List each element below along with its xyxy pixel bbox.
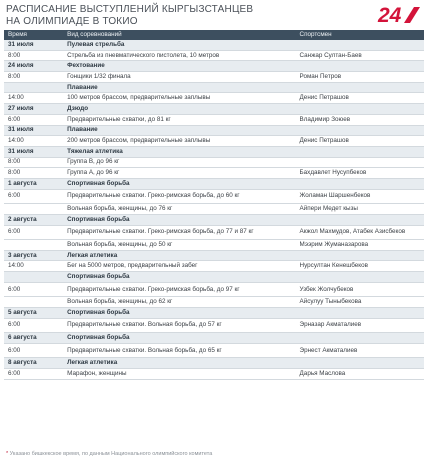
table-section-row — [4, 146, 424, 157]
table-row — [4, 204, 424, 215]
page-title — [6, 4, 326, 28]
table-row — [4, 50, 424, 61]
cell-event: Гонщики 1/32 финала — [63, 72, 295, 83]
cell-athlete: Айпери Медет кызы — [296, 204, 424, 215]
cell-event: Предварительные схватки. Греко-римская борьба, до 97 кг — [63, 282, 295, 297]
cell-event: Марафон, женщины — [63, 369, 295, 380]
table-row — [4, 114, 424, 125]
cell-event: Тяжелая атлетика — [63, 146, 295, 157]
title-line-1: РАСПИСАНИЕ ВЫСТУПЛЕНИЙ КЫРГЫЗСТАНЦЕВ — [6, 4, 254, 15]
cell-athlete: Эрназар Акматалиев — [296, 318, 424, 333]
cell-time: 14:00 — [4, 261, 63, 272]
cell-time: 6:00 — [4, 343, 63, 358]
cell-athlete — [296, 307, 424, 318]
column-header-athlete: Спортсмен — [296, 30, 424, 40]
cell-event: Бег на 5000 метров, предварительный забег — [63, 261, 295, 272]
cell-athlete: Бахдавлет Нусупбеков — [296, 168, 424, 179]
table-section-row — [4, 125, 424, 136]
cell-athlete: Эрнест Акматалиев — [296, 343, 424, 358]
table-section-row — [4, 40, 424, 50]
table-row — [4, 369, 424, 380]
cell-time: 6:00 — [4, 114, 63, 125]
table-row — [4, 240, 424, 251]
cell-time: 14:00 — [4, 93, 63, 104]
table-section-row — [4, 104, 424, 115]
table-section-row — [4, 307, 424, 318]
cell-athlete: Айсулуу Тыныбекова — [296, 297, 424, 308]
cell-athlete: Нурсултан Кенешбеков — [296, 261, 424, 272]
cell-time: 1 августа — [4, 178, 63, 189]
table-section-row — [4, 214, 424, 225]
cell-time: 8:00 — [4, 50, 63, 61]
cell-athlete: Денис Петрашов — [296, 93, 424, 104]
cell-time: 5 августа — [4, 307, 63, 318]
cell-time: 6:00 — [4, 189, 63, 204]
cell-athlete — [296, 61, 424, 72]
cell-athlete: Мээрим Жуманазарова — [296, 240, 424, 251]
cell-time: 8:00 — [4, 157, 63, 168]
cell-time: 8:00 — [4, 72, 63, 83]
cell-event: Спортивная борьба — [63, 272, 295, 283]
cell-event: 200 метров брассом, предварительные заплывы — [63, 136, 295, 147]
cell-event: Спортивная борьба — [63, 178, 295, 189]
cell-time — [4, 240, 63, 251]
cell-time: 24 июля — [4, 61, 63, 72]
table-section-row — [4, 82, 424, 93]
table-row — [4, 93, 424, 104]
cell-athlete — [296, 40, 424, 50]
cell-time: 8 августа — [4, 358, 63, 369]
cell-athlete — [296, 146, 424, 157]
table-row — [4, 318, 424, 333]
cell-time: 2 августа — [4, 214, 63, 225]
footnote-text: Указано бишкекское время, по данным Национального олимпийского комитета — [9, 451, 213, 457]
cell-event: Плавание — [63, 125, 295, 136]
cell-athlete — [296, 272, 424, 283]
column-header-time: Время — [4, 30, 63, 40]
cell-time: 6 августа — [4, 333, 63, 344]
cell-time: 6:00 — [4, 318, 63, 333]
cell-event: Плавание — [63, 82, 295, 93]
schedule-table-body — [4, 40, 424, 379]
footnote-mark: * — [6, 451, 9, 457]
cell-event: Предварительные схватки. Греко-римская борьба, до 77 и 87 кг — [63, 225, 295, 240]
cell-event: Предварительные схватки. Греко-римская борьба, до 60 кг — [63, 189, 295, 204]
cell-athlete — [296, 157, 424, 168]
title-line-2: НА ОЛИМПИАДЕ В ТОКИО — [6, 16, 138, 27]
table-section-row — [4, 250, 424, 261]
cell-time — [4, 204, 63, 215]
table-section-row — [4, 178, 424, 189]
cell-event: Спортивная борьба — [63, 333, 295, 344]
cell-athlete: Дарья Маслова — [296, 369, 424, 380]
table-row — [4, 72, 424, 83]
cell-event: Группа А, до 96 кг — [63, 168, 295, 179]
footnote — [6, 451, 406, 457]
cell-event: Спортивная борьба — [63, 214, 295, 225]
table-section-row — [4, 61, 424, 72]
cell-event: Вольная борьба, женщины, до 62 кг — [63, 297, 295, 308]
table-row — [4, 297, 424, 308]
cell-athlete — [296, 214, 424, 225]
cell-event: Спортивная борьба — [63, 307, 295, 318]
table-row — [4, 261, 424, 272]
table-row — [4, 225, 424, 240]
cell-event: Стрельба из пневматического пистолета, 10 метров — [63, 50, 295, 61]
table-row — [4, 189, 424, 204]
table-section-row — [4, 358, 424, 369]
cell-event: Фехтование — [63, 61, 295, 72]
table-row — [4, 136, 424, 147]
cell-event: Легкая атлетика — [63, 358, 295, 369]
cell-time: 8:00 — [4, 168, 63, 179]
cell-event: Предварительные схватки. Вольная борьба, до 65 кг — [63, 343, 295, 358]
cell-time — [4, 272, 63, 283]
cell-event: Вольная борьба, женщины, до 50 кг — [63, 240, 295, 251]
cell-event: Вольная борьба, женщины, до 76 кг — [63, 204, 295, 215]
cell-athlete: Владимир Зоюев — [296, 114, 424, 125]
cell-event: Предварительные схватки, до 81 кг — [63, 114, 295, 125]
column-header-event: Вид соревнований — [63, 30, 295, 40]
cell-event: Группа В, до 96 кг — [63, 157, 295, 168]
cell-athlete: Акжол Махмудов, Атабек Азисбеков — [296, 225, 424, 240]
cell-event: 100 метров брассом, предварительные заплывы — [63, 93, 295, 104]
cell-athlete: Денис Петрашов — [296, 136, 424, 147]
cell-athlete — [296, 125, 424, 136]
logo-swoosh — [404, 7, 420, 23]
cell-athlete — [296, 250, 424, 261]
table-section-row — [4, 333, 424, 344]
logo-text: 24 — [378, 4, 402, 25]
24kg-logo — [376, 3, 422, 25]
cell-time: 6:00 — [4, 225, 63, 240]
table-row — [4, 343, 424, 358]
cell-time: 6:00 — [4, 369, 63, 380]
table-row — [4, 168, 424, 179]
cell-time: 14:00 — [4, 136, 63, 147]
cell-time — [4, 297, 63, 308]
table-row — [4, 282, 424, 297]
cell-athlete — [296, 82, 424, 93]
cell-athlete: Роман Петров — [296, 72, 424, 83]
cell-athlete: Узбек Жолчубеков — [296, 282, 424, 297]
cell-event: Предварительные схватки. Вольная борьба, до 57 кг — [63, 318, 295, 333]
cell-time: 6:00 — [4, 282, 63, 297]
table-row — [4, 157, 424, 168]
cell-event: Дзюдо — [63, 104, 295, 115]
cell-event: Пулевая стрельба — [63, 40, 295, 50]
cell-athlete: Санжар Султан-Баев — [296, 50, 424, 61]
cell-athlete — [296, 104, 424, 115]
cell-time — [4, 82, 63, 93]
cell-athlete — [296, 358, 424, 369]
cell-time: 27 июля — [4, 104, 63, 115]
schedule-table — [4, 30, 424, 380]
cell-time: 3 августа — [4, 250, 63, 261]
cell-event: Легкая атлетика — [63, 250, 295, 261]
table-section-row — [4, 272, 424, 283]
cell-time: 31 июля — [4, 40, 63, 50]
cell-athlete: Жоламан Шаршенбеков — [296, 189, 424, 204]
cell-athlete — [296, 333, 424, 344]
cell-time: 31 июля — [4, 125, 63, 136]
cell-athlete — [296, 178, 424, 189]
cell-time: 31 июля — [4, 146, 63, 157]
table-header-row — [4, 30, 424, 40]
